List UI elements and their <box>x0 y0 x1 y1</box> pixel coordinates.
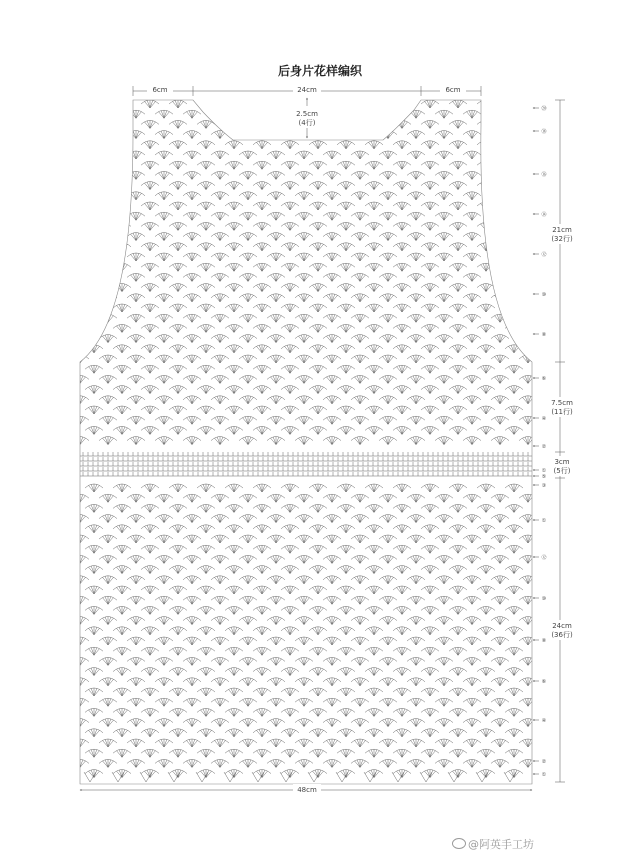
top-dimension <box>133 85 481 96</box>
row-marker-label: ④ <box>541 416 547 422</box>
lower-body-label: 24cm <box>552 622 572 630</box>
upper-body-label: 7.5cm <box>551 399 573 407</box>
neck-depth-label: 2.5cm <box>296 110 318 118</box>
row-marker-label: ⑩ <box>541 292 547 298</box>
armhole-height-label: 21cm <box>552 226 572 234</box>
row-marker-label: ⑧ <box>541 638 547 644</box>
row-marker-label: ① <box>541 772 547 778</box>
shoulder-left-label: 6cm <box>152 86 168 94</box>
lower-body-rows-label: (36行) <box>551 631 573 639</box>
neck-depth-rows-label: (4行) <box>298 119 316 127</box>
watermark <box>452 836 534 852</box>
bottom-dimension <box>80 784 532 794</box>
watermark-text: @阿英手工坊 <box>468 838 534 851</box>
armhole-rows-label: (32行) <box>551 235 573 243</box>
neck-width-label: 24cm <box>297 86 317 94</box>
weibo-icon <box>452 838 466 849</box>
row-marker-label: ⑱ <box>541 129 547 135</box>
row-marker-label: ① <box>541 468 547 474</box>
right-dimension <box>550 100 576 782</box>
row-marker-label: ⑭ <box>541 212 547 218</box>
row-marker-label: ④ <box>541 718 547 724</box>
neck-depth-dimension <box>296 98 318 138</box>
upper-body-rows-label: (11行) <box>551 408 573 416</box>
row-marker-label: ⑥ <box>541 376 547 382</box>
row-marker-label: ⑯ <box>541 172 547 178</box>
row-marker-label: ② <box>541 444 547 450</box>
shoulder-right-label: 6cm <box>445 86 461 94</box>
band-rows-label: (5行) <box>553 467 571 475</box>
row-marker-label: ⑥ <box>541 679 547 685</box>
band-height-label: 3cm <box>554 458 570 466</box>
bottom-width-label: 48cm <box>297 786 317 794</box>
row-marker-label: ⑧ <box>541 332 547 338</box>
row-marker-label: ② <box>541 759 547 765</box>
chart-title: 后身片花样编织 <box>277 64 362 78</box>
row-marker-label: ③ <box>541 483 547 489</box>
row-marker-label: ⑫ <box>541 252 547 258</box>
row-markers <box>533 105 547 778</box>
row-marker-label: ⑤ <box>541 474 547 480</box>
row-marker-label: ⑩ <box>541 596 547 602</box>
row-marker-label: ⑫ <box>541 555 547 561</box>
row-marker-label: ① <box>541 518 547 524</box>
row-marker-label: ⑳ <box>541 106 547 112</box>
